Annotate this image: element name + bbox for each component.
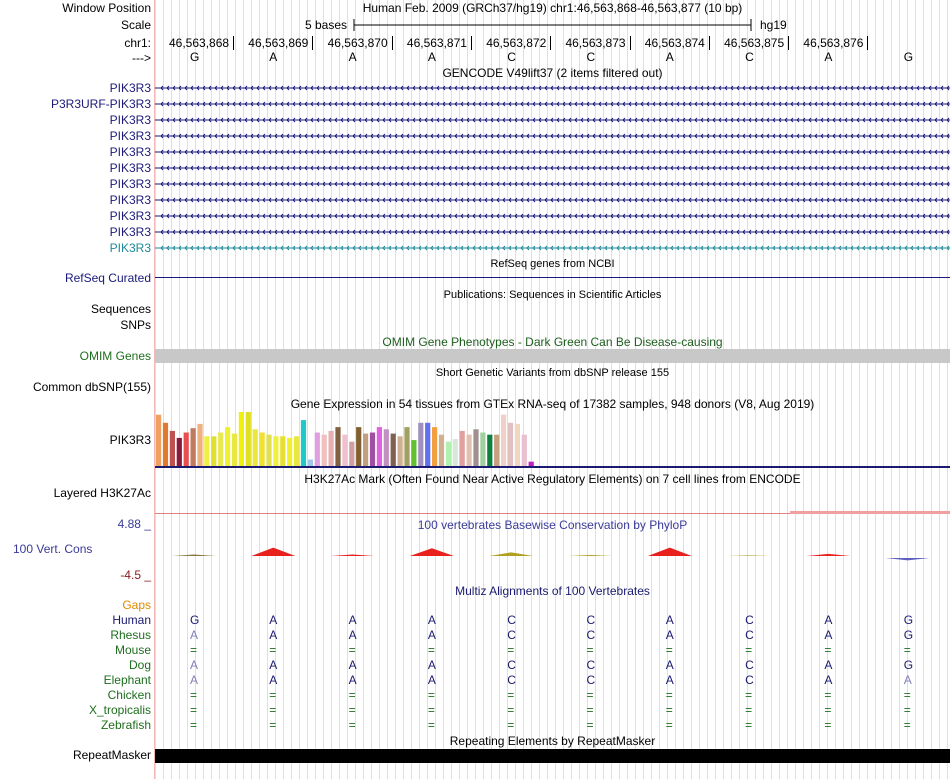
multiz-base: = xyxy=(190,718,198,732)
multiz-base: = xyxy=(665,688,673,702)
multiz-base: A xyxy=(665,658,674,672)
gencode-gene-label[interactable]: PIK3R3 xyxy=(109,241,151,255)
repeatmasker-track-label[interactable]: RepeatMasker xyxy=(72,748,151,762)
multiz-base: = xyxy=(745,718,753,732)
multiz-base: C xyxy=(745,673,754,687)
multiz-base: G xyxy=(190,613,200,627)
multiz-base: = xyxy=(348,643,356,657)
repeatmasker-bar[interactable] xyxy=(155,749,950,763)
multiz-species-label[interactable]: Elephant xyxy=(103,673,151,687)
cons-min-label: -4.5 _ xyxy=(120,568,151,582)
multiz-base: A xyxy=(824,673,833,687)
multiz-base: A xyxy=(824,658,833,672)
multiz-base: = xyxy=(269,688,277,702)
multiz-species-label[interactable]: Zebrafish xyxy=(100,718,151,732)
track-image[interactable] xyxy=(155,0,950,779)
multiz-base: = xyxy=(824,688,832,702)
multiz-base: = xyxy=(903,643,911,657)
multiz-species-label[interactable]: Mouse xyxy=(114,643,151,657)
multiz-base: A xyxy=(348,673,357,687)
ruler-position-7: 46,563,875 xyxy=(724,36,789,50)
multiz-base: A xyxy=(190,658,199,672)
ruler-base-6: A xyxy=(665,50,674,64)
repeatmasker-track-title: Repeating Elements by RepeatMasker xyxy=(449,734,656,748)
phylop-base-glyph[interactable] xyxy=(886,558,930,560)
gencode-gene-label[interactable]: PIK3R3 xyxy=(109,113,151,127)
ruler-position-3: 46,563,871 xyxy=(407,36,472,50)
multiz-base: = xyxy=(824,643,832,657)
dbsnp-track-title: Short Genetic Variants from dbSNP release 155 xyxy=(435,367,670,379)
phylop-base-glyph[interactable] xyxy=(410,548,454,556)
multiz-base: = xyxy=(348,718,356,732)
phylop-track-title: 100 vertebrates Basewise Conservation by PhyloP xyxy=(417,518,688,532)
multiz-base: = xyxy=(269,703,277,717)
multiz-base: = xyxy=(586,718,594,732)
multiz-base: A xyxy=(665,613,674,627)
ruler-base-9: G xyxy=(903,50,914,64)
multiz-base: G xyxy=(903,628,914,642)
multiz-base: A xyxy=(427,613,436,627)
ruler-base-2: A xyxy=(348,50,357,64)
cons-track-label[interactable]: 100 Vert. Cons xyxy=(13,542,93,556)
multiz-base: C xyxy=(745,628,754,642)
ruler-position-0: 46,563,868 xyxy=(169,36,234,50)
multiz-base: = xyxy=(824,718,832,732)
multiz-base: = xyxy=(903,718,911,732)
multiz-base: = xyxy=(665,643,673,657)
multiz-track-title: Multiz Alignments of 100 Vertebrates xyxy=(455,584,650,598)
scale-assembly-text: hg19 xyxy=(760,18,787,32)
gencode-gene-label[interactable]: PIK3R3 xyxy=(109,225,151,239)
multiz-base: = xyxy=(665,718,673,732)
multiz-base: A xyxy=(348,628,357,642)
gencode-gene-label[interactable]: PIK3R3 xyxy=(109,81,151,95)
snps-track-label[interactable]: SNPs xyxy=(120,318,151,332)
multiz-base: = xyxy=(745,643,753,657)
phylop-base-glyph[interactable] xyxy=(648,548,692,556)
multiz-base: = xyxy=(824,703,832,717)
ruler-base-0: G xyxy=(190,50,200,64)
window-position-text: Human Feb. 2009 (GRCh37/hg19) chr1:46,563,868-46,563,877 (10 bp) xyxy=(362,1,743,15)
ruler-position-5: 46,563,873 xyxy=(566,36,631,50)
phylop-base-glyph[interactable] xyxy=(331,555,375,556)
track-label-column xyxy=(0,0,153,779)
ruler-position-1: 46,563,869 xyxy=(248,36,313,50)
omim-track-label[interactable]: OMIM Genes xyxy=(79,349,151,363)
multiz-base: = xyxy=(190,703,198,717)
scale-bases-text: 5 bases xyxy=(305,18,348,32)
multiz-species-label[interactable]: Human xyxy=(112,613,151,627)
multiz-base: A xyxy=(665,673,674,687)
phylop-conservation-plot[interactable] xyxy=(155,0,950,580)
multiz-base: A xyxy=(190,673,199,687)
multiz-base: = xyxy=(348,703,356,717)
multiz-base: C xyxy=(586,658,596,672)
multiz-base: A xyxy=(269,658,278,672)
scale-label: Scale xyxy=(120,18,151,32)
multiz-base: C xyxy=(586,673,596,687)
phylop-base-glyph[interactable] xyxy=(806,554,850,556)
multiz-base: = xyxy=(269,718,277,732)
multiz-base: C xyxy=(586,613,596,627)
multiz-base: = xyxy=(269,643,277,657)
multiz-base: A xyxy=(269,673,278,687)
multiz-base: = xyxy=(903,703,911,717)
phylop-base-glyph[interactable] xyxy=(727,555,771,556)
multiz-base: = xyxy=(427,688,435,702)
multiz-base: = xyxy=(507,703,515,717)
multiz-base: C xyxy=(745,613,754,627)
multiz-base: = xyxy=(427,703,435,717)
window-position-label: Window Position xyxy=(62,1,151,15)
h3k27ac-track-title: H3K27Ac Mark (Often Found Near Active Regulatory Elements) on 7 cell lines from ENCODE xyxy=(304,472,801,486)
gencode-gene-label[interactable]: PIK3R3 xyxy=(109,129,151,143)
multiz-base: = xyxy=(586,643,594,657)
multiz-base: = xyxy=(190,688,198,702)
chrom-label: chr1: xyxy=(124,36,151,50)
dbsnp-track-label[interactable]: Common dbSNP(155) xyxy=(32,380,151,394)
multiz-base: = xyxy=(507,643,515,657)
multiz-base: C xyxy=(745,658,754,672)
strand-label: ---> xyxy=(132,51,151,65)
multiz-base: G xyxy=(903,658,914,672)
multiz-base: = xyxy=(507,718,515,732)
ruler-base-3: A xyxy=(427,50,436,64)
ruler-base-4: C xyxy=(507,50,516,64)
ruler-position-2: 46,563,870 xyxy=(328,36,393,50)
multiz-species-label[interactable]: X_tropicalis xyxy=(88,703,151,717)
multiz-base: A xyxy=(903,673,912,687)
gencode-gene-label[interactable]: P3R3URF-PIK3R3 xyxy=(50,97,151,111)
multiz-species-label[interactable]: Rhesus xyxy=(110,628,151,642)
multiz-base: = xyxy=(427,643,435,657)
ruler-position-4: 46,563,872 xyxy=(486,36,551,50)
gtex-track-title: Gene Expression in 54 tissues from GTEx RNA-seq of 17382 samples, 948 donors (V8, Aug 2019) xyxy=(290,397,815,411)
multiz-base: A xyxy=(348,658,357,672)
multiz-base: C xyxy=(507,613,516,627)
multiz-base: = xyxy=(665,703,673,717)
sequences-track-label[interactable]: Sequences xyxy=(90,302,151,316)
multiz-base: A xyxy=(824,628,833,642)
multiz-base: A xyxy=(348,613,357,627)
gencode-gene-label[interactable]: PIK3R3 xyxy=(109,193,151,207)
multiz-base: = xyxy=(507,688,515,702)
multiz-base: G xyxy=(903,613,914,627)
multiz-species-label[interactable]: Chicken xyxy=(107,688,151,702)
multiz-base: A xyxy=(427,628,436,642)
multiz-base: A xyxy=(190,628,199,642)
pubs-track-title: Publications: Sequences in Scientific Articles xyxy=(443,289,662,301)
multiz-base: A xyxy=(427,658,436,672)
multiz-base: = xyxy=(190,643,198,657)
multiz-base: = xyxy=(348,688,356,702)
multiz-base: = xyxy=(427,718,435,732)
phylop-base-glyph[interactable] xyxy=(489,552,533,556)
multiz-base: = xyxy=(745,703,753,717)
multiz-base: C xyxy=(507,628,516,642)
ruler-base-8: A xyxy=(824,50,833,64)
gencode-gene-label[interactable]: PIK3R3 xyxy=(109,209,151,223)
multiz-base: C xyxy=(507,673,516,687)
ruler-base-7: C xyxy=(745,50,754,64)
refseq-track-label[interactable]: RefSeq Curated xyxy=(64,271,151,285)
gencode-gene-label[interactable]: PIK3R3 xyxy=(109,161,151,175)
cons-max-label: 4.88 _ xyxy=(117,517,151,531)
phylop-base-glyph[interactable] xyxy=(569,555,613,556)
gencode-gene-label[interactable]: PIK3R3 xyxy=(109,177,151,191)
multiz-base: = xyxy=(586,703,594,717)
phylop-base-glyph[interactable] xyxy=(251,548,295,556)
multiz-species-label[interactable]: Dog xyxy=(128,658,151,672)
multiz-base: A xyxy=(269,628,278,642)
refseq-track-title: RefSeq genes from NCBI xyxy=(490,258,615,270)
ruler-position-8: 46,563,876 xyxy=(803,36,868,50)
multiz-base: C xyxy=(507,658,516,672)
multiz-base: = xyxy=(586,688,594,702)
gencode-track-title: GENCODE V49lift37 (2 items filtered out) xyxy=(442,66,663,80)
gencode-gene-label[interactable]: PIK3R3 xyxy=(109,145,151,159)
multiz-base: = xyxy=(745,688,753,702)
omim-track-title: OMIM Gene Phenotypes - Dark Green Can Be Disease-causing xyxy=(382,335,723,349)
multiz-base: A xyxy=(427,673,436,687)
multiz-base: A xyxy=(665,628,674,642)
ruler-position-6: 46,563,874 xyxy=(645,36,710,50)
multiz-base: A xyxy=(824,613,833,627)
multiz-gaps-label: Gaps xyxy=(122,598,151,612)
h3k27ac-track-label[interactable]: Layered H3K27Ac xyxy=(53,486,151,500)
ruler-base-1: A xyxy=(269,50,278,64)
gtex-gene-label[interactable]: PIK3R3 xyxy=(109,433,151,447)
ruler-base-5: C xyxy=(586,50,596,64)
phylop-base-glyph[interactable] xyxy=(172,555,216,556)
multiz-base: A xyxy=(269,613,278,627)
multiz-base: = xyxy=(903,688,911,702)
multiz-base: C xyxy=(586,628,596,642)
